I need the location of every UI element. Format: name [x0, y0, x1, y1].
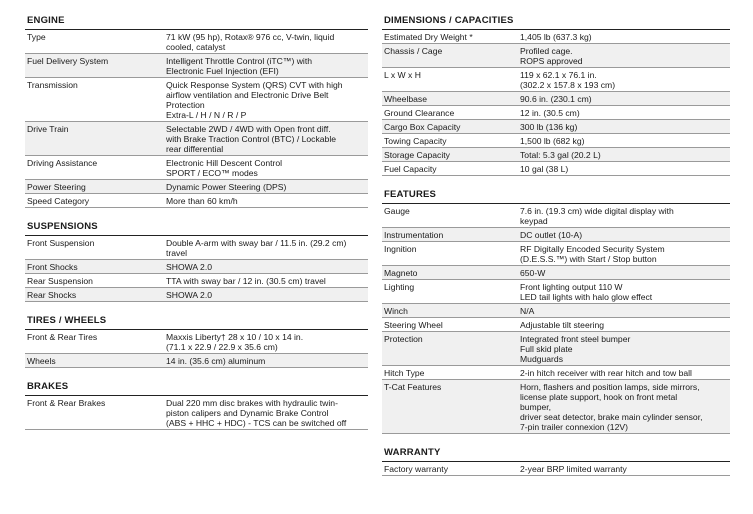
spec-value: TTA with sway bar / 12 in. (30.5 cm) travel [166, 276, 326, 286]
spec-value: 1,405 lb (637.3 kg) [520, 32, 592, 42]
section-brakes [25, 376, 368, 430]
left-spec-column [25, 10, 368, 438]
right-spec-column [382, 10, 730, 484]
spec-row [382, 148, 730, 162]
section-title: BRAKES [25, 376, 368, 396]
spec-value: Dual 220 mm disc brakes with hydraulic twin- piston calipers and Dynamic Brake Control (ABS + HHC + HDC) - TCS can be switched off [166, 398, 347, 428]
spec-value: 10 gal (38 L) [520, 164, 569, 174]
spec-value: Double A-arm with sway bar / 11.5 in. (29.2 cm) travel [166, 238, 347, 258]
spec-row [25, 30, 368, 54]
spec-label: Wheelbase [384, 94, 427, 104]
spec-row [25, 122, 368, 156]
spec-value: N/A [520, 306, 535, 316]
section-features [382, 184, 730, 434]
spec-label: Fuel Capacity [384, 164, 437, 174]
section-engine [25, 10, 368, 208]
spec-value: Integrated front steel bumper Full skid plate Mudguards [520, 334, 631, 364]
spec-value: Total: 5.3 gal (20.2 L) [520, 150, 601, 160]
spec-row [382, 162, 730, 176]
spec-label: Rear Shocks [27, 290, 77, 300]
spec-label: Factory warranty [384, 464, 448, 474]
spec-value: 2-year BRP limited warranty [520, 464, 627, 474]
spec-row [382, 92, 730, 106]
spec-row [25, 354, 368, 368]
spec-row [382, 380, 730, 434]
spec-label: Type [27, 32, 46, 42]
spec-table [25, 236, 368, 302]
spec-label: L x W x H [384, 70, 421, 80]
spec-value: Dynamic Power Steering (DPS) [166, 182, 287, 192]
spec-label: Power Steering [27, 182, 86, 192]
spec-label: Gauge [384, 206, 410, 216]
spec-value: 14 in. (35.6 cm) aluminum [166, 356, 266, 366]
spec-row [25, 180, 368, 194]
spec-value: Front lighting output 110 W LED tail lights with halo glow effect [520, 282, 653, 302]
section-title: DIMENSIONS / CAPACITIES [382, 10, 730, 30]
spec-value: DC outlet (10-A) [520, 230, 583, 240]
spec-label: T-Cat Features [384, 382, 442, 392]
spec-row [382, 366, 730, 380]
spec-label: Lighting [384, 282, 415, 292]
spec-label: Speed Category [27, 196, 90, 206]
spec-row [25, 236, 368, 260]
spec-label: Ingnition [384, 244, 417, 254]
spec-table [25, 30, 368, 208]
spec-row [382, 318, 730, 332]
spec-row [382, 332, 730, 366]
section-title: FEATURES [382, 184, 730, 204]
spec-label: Ground Clearance [384, 108, 455, 118]
spec-row [25, 78, 368, 122]
spec-row [382, 30, 730, 44]
spec-label: Transmission [27, 80, 78, 90]
spec-value: Profiled cage. ROPS approved [520, 46, 583, 66]
spec-value: More than 60 km/h [166, 196, 238, 206]
spec-row [382, 304, 730, 318]
section-warranty [382, 442, 730, 476]
spec-row [382, 204, 730, 228]
spec-table [382, 462, 730, 476]
spec-row [382, 106, 730, 120]
spec-label: Protection [384, 334, 423, 344]
spec-label: Drive Train [27, 124, 69, 134]
spec-value: Adjustable tilt steering [520, 320, 605, 330]
section-dimensions-capacities [382, 10, 730, 176]
spec-label: Winch [384, 306, 408, 316]
spec-label: Chassis / Cage [384, 46, 443, 56]
spec-value: 71 kW (95 hp), Rotax® 976 cc, V-twin, liquid cooled, catalyst [166, 32, 335, 52]
spec-row [25, 288, 368, 302]
spec-value: 1,500 lb (682 kg) [520, 136, 585, 146]
spec-value: 300 lb (136 kg) [520, 122, 578, 132]
spec-row [25, 396, 368, 430]
spec-row [25, 260, 368, 274]
spec-row [382, 68, 730, 92]
section-title: SUSPENSIONS [25, 216, 368, 236]
spec-value: 119 x 62.1 x 76.1 in. (302.2 x 157.8 x 193 cm) [520, 70, 616, 90]
spec-table [382, 204, 730, 434]
spec-row [382, 228, 730, 242]
spec-table [25, 396, 368, 430]
spec-label: Cargo Box Capacity [384, 122, 461, 132]
spec-label: Towing Capacity [384, 136, 447, 146]
spec-label: Front Shocks [27, 262, 78, 272]
spec-value: Electronic Hill Descent Control SPORT / ECO™ modes [166, 158, 283, 178]
spec-label: Driving Assistance [27, 158, 98, 168]
section-title: WARRANTY [382, 442, 730, 462]
section-tires-wheels [25, 310, 368, 368]
spec-label: Storage Capacity [384, 150, 450, 160]
spec-value: 90.6 in. (230.1 cm) [520, 94, 592, 104]
spec-value: Maxxis Liberty† 28 x 10 / 10 x 14 in. (71.1 x 22.9 / 22.9 x 35.6 cm) [166, 332, 304, 352]
spec-row [382, 134, 730, 148]
section-title: ENGINE [25, 10, 368, 30]
spec-table [25, 330, 368, 368]
spec-label: Front & Rear Tires [27, 332, 98, 342]
spec-label: Hitch Type [384, 368, 425, 378]
spec-value: SHOWA 2.0 [166, 262, 213, 272]
spec-row [25, 274, 368, 288]
spec-value: Selectable 2WD / 4WD with Open front diff. with Brake Traction Control (BTC) / Lockable rear differential [166, 124, 337, 154]
spec-value: Horn, flashers and position lamps, side mirrors, license plate support, hook on front metal bumper, driver seat detector, brake main cylinder sensor, 7-pin trailer connexion (12V) [520, 382, 703, 432]
spec-label: Front & Rear Brakes [27, 398, 106, 408]
spec-label: Rear Suspension [27, 276, 93, 286]
spec-value: RF Digitally Encoded Security System (D.E.S.S.™) with Start / Stop button [520, 244, 665, 264]
spec-row [25, 330, 368, 354]
spec-label: Estimated Dry Weight * [384, 32, 473, 42]
spec-row [382, 242, 730, 266]
spec-label: Front Suspension [27, 238, 95, 248]
spec-row [382, 462, 730, 476]
spec-label: Steering Wheel [384, 320, 443, 330]
section-suspensions [25, 216, 368, 302]
section-title: TIRES / WHEELS [25, 310, 368, 330]
spec-value: 12 in. (30.5 cm) [520, 108, 580, 118]
spec-row [382, 44, 730, 68]
spec-row [382, 266, 730, 280]
spec-value: SHOWA 2.0 [166, 290, 213, 300]
spec-row [25, 54, 368, 78]
spec-row [25, 156, 368, 180]
spec-label: Magneto [384, 268, 418, 278]
spec-table [382, 30, 730, 176]
spec-value: Intelligent Throttle Control (iTC™) with Electronic Fuel Injection (EFI) [166, 56, 312, 76]
spec-value: Quick Response System (QRS) CVT with high airflow ventilation and Electronic Drive Belt Protection Extra-L / H / N / R / P [166, 80, 343, 120]
spec-value: 650-W [520, 268, 546, 278]
spec-row [382, 120, 730, 134]
spec-label: Wheels [27, 356, 56, 366]
spec-label: Instrumentation [384, 230, 444, 240]
spec-value: 7.6 in. (19.3 cm) wide digital display with keypad [520, 206, 674, 226]
spec-value: 2-in hitch receiver with rear hitch and tow ball [520, 368, 692, 378]
spec-row [25, 194, 368, 208]
spec-label: Fuel Delivery System [27, 56, 109, 66]
spec-row [382, 280, 730, 304]
